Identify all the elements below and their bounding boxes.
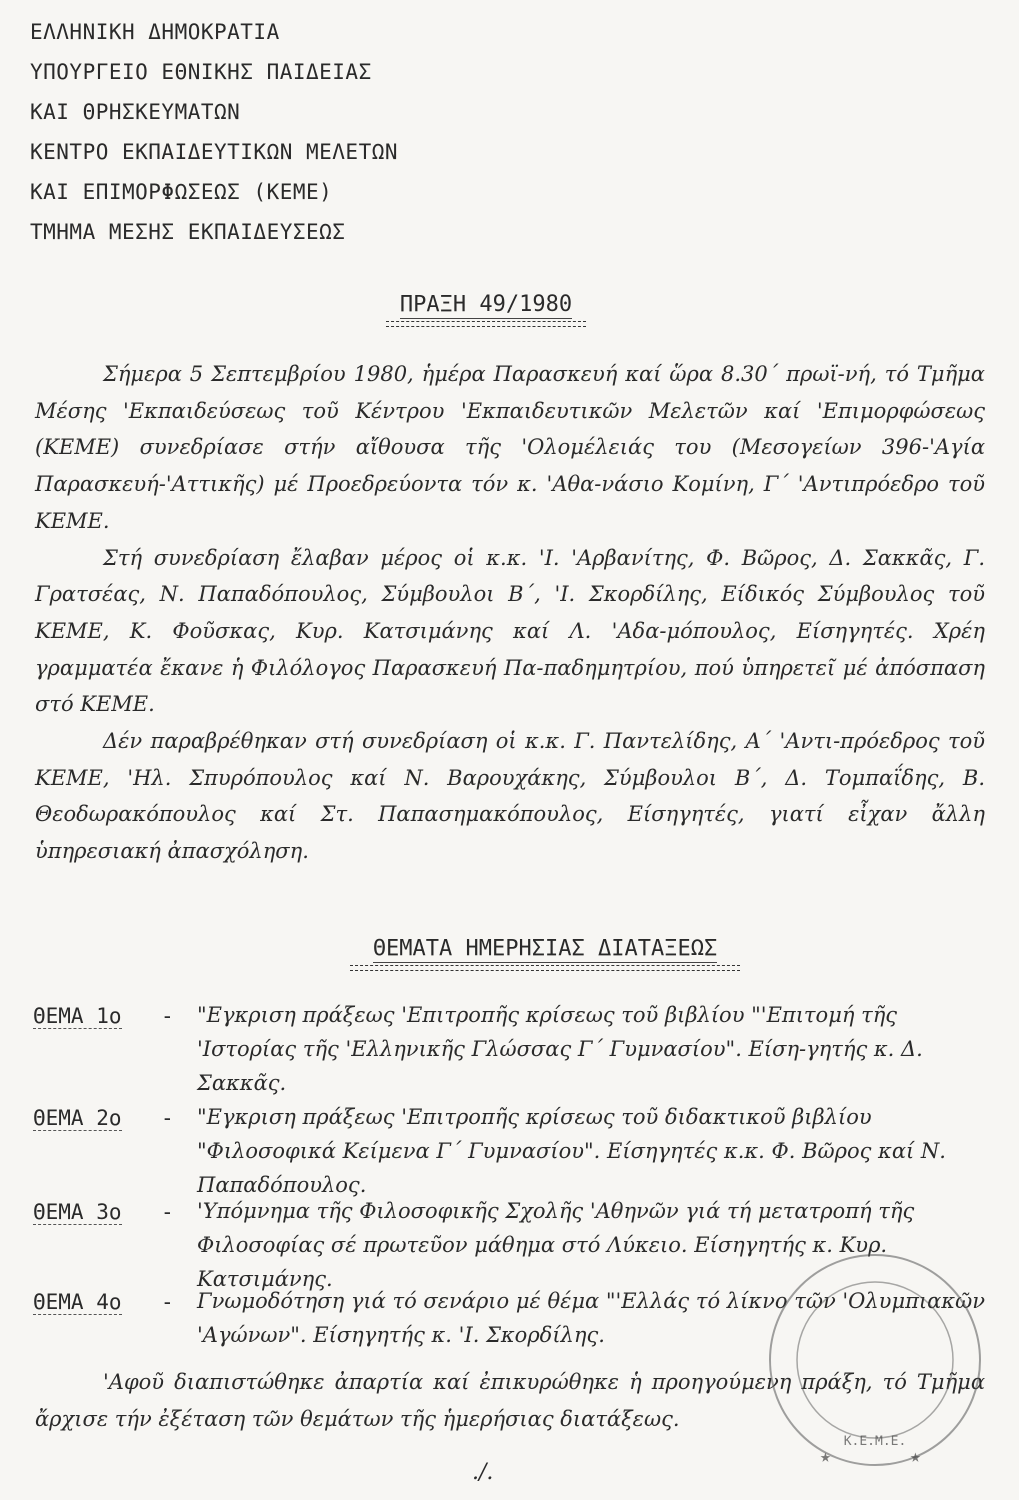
title-underline	[386, 321, 586, 327]
page-continuation-mark: ./.	[472, 1460, 494, 1485]
topic-label: ΘΕΜΑ 4ο	[33, 1290, 122, 1314]
topic-dash: -	[161, 1106, 174, 1130]
stamp-inner-ring	[797, 1282, 953, 1438]
body-intro	[35, 356, 985, 870]
paragraph-4: 'Αφοῦ διαπιστώθηκε ἀπαρτία καί ἐπικυρώθηκε ἡ προηγούμενη πράξη, τό Τμῆμα ἄρχισε τήν ἐξέταση τῶν θεμάτων τῆς ἡμερήσιας διατάξεως.	[35, 1370, 985, 1431]
header-line-5: ΚΑΙ ΕΠΙΜΟΡΦΩΣΕΩΣ (ΚΕΜΕ)	[30, 180, 333, 204]
title-text: ΠΡΑΞΗ 49/1980	[399, 292, 573, 317]
topic-label: ΘΕΜΑ 1ο	[33, 1004, 122, 1028]
topic-dash: -	[161, 1200, 174, 1224]
topic-text: "Εγκριση πράξεως 'Επιτροπῆς κρίσεως τοῦ διδακτικοῦ βιβλίου "Φιλοσοφικά Κείμενα Γ΄ Γυμνασίου". Είσηγητές κ.κ. Φ. Βῶρος καί Ν. Παπαδόπουλος.	[197, 1105, 946, 1197]
header-line-6: ΤΜΗΜΑ ΜΕΣΗΣ ΕΚΠΑΙΔΕΥΣΕΩΣ	[30, 220, 346, 244]
stamp-star-left: ★	[820, 1446, 831, 1467]
topic-label: ΘΕΜΑ 3ο	[33, 1200, 122, 1224]
agenda-title: ΘΕΜΑΤΑ ΗΜΕΡΗΣΙΑΣ ΔΙΑΤΑΞΕΩΣ	[372, 936, 718, 961]
official-stamp	[760, 1240, 990, 1480]
topic-text: Γνωμοδότηση γιά τό σενάριο μέ θέμα "'Ελλάς τό λίκνο τῶν 'Ολυμπιακῶν 'Αγώνων". Είσηγητής κ. 'Ι. Σκορδίλης.	[197, 1289, 985, 1347]
header-line-4: ΚΕΝΤΡΟ ΕΚΠΑΙΔΕΥΤΙΚΩΝ ΜΕΛΕΤΩΝ	[30, 140, 399, 164]
topic-dash: -	[161, 1004, 174, 1028]
topic-text: "Εγκριση πράξεως 'Επιτροπῆς κρίσεως τοῦ βιβλίου "'Επιτομή τῆς 'Ιστορίας τῆς 'Ελληνικῆς Γλώσσας Γ΄ Γυμνασίου". Είση-γητής κ. Δ. Σακκᾶς.	[197, 1003, 923, 1095]
topic-dash: -	[161, 1290, 174, 1314]
agenda-heading	[350, 936, 740, 971]
paragraph-1: Σήμερα 5 Σεπτεμβρίου 1980, ἡμέρα Παρασκευή καί ὥρα 8.30΄ πρωϊ-νή, τό Τμῆμα Μέσης 'Εκπαιδεύσεως τοῦ Κέντρου 'Εκπαιδευτικῶν Μελετῶν καί 'Επιμορφώσεως (ΚΕΜΕ) συνεδρίασε στήν αἴθουσα τῆς 'Ολομέλειάς του (Μεσογείων 396-'Αγία Παρασκευή-'Αττικῆς) μέ Προεδρεύοντα τόν κ. 'Αθα-νάσιο Κομίνη, Γ΄ 'Αντιπρόεδρο τοῦ ΚΕΜΕ.	[35, 362, 985, 533]
topic-text: 'Υπόμνημα τῆς Φιλοσοφικῆς Σχολῆς 'Αθηνῶν γιά τή μετατροπή τῆς Φιλοσοφίας σέ πρωτεῦον μάθημα στό Λύκειο. Είσηγητής κ. Κυρ. Κατσιμάνης.	[197, 1199, 915, 1291]
stamp-star-right: ★	[910, 1446, 921, 1467]
stamp-text: Κ.Ε.Μ.Ε.	[843, 1434, 907, 1449]
header-line-1: ΕΛΛΗΝΙΚΗ ΔΗΜΟΚΡΑΤΙΑ	[30, 20, 280, 44]
agenda-underline	[350, 965, 740, 971]
paragraph-3: Δέν παραβρέθηκαν στή συνεδρίαση οἱ κ.κ. Γ. Παντελίδης, Α΄ 'Αντι-πρόεδρος τοῦ ΚΕΜΕ, 'Ηλ. Σπυρόπουλος καί Ν. Βαρουχάκης, Σύμβουλοι Β΄, Δ. Τομπαΐδης, Β. Θεοδωρακόπουλος καί Στ. Παπασημακόπουλος, Είσηγητές, γιατί εἶχαν ἄλλη ὑπηρεσιακή ἀπασχόληση.	[35, 729, 985, 864]
header-line-3: ΚΑΙ ΘΡΗΣΚΕΥΜΑΤΩΝ	[30, 100, 241, 124]
document-title	[386, 292, 586, 327]
topic-label: ΘΕΜΑ 2ο	[33, 1106, 122, 1130]
header-line-2: ΥΠΟΥΡΓΕΙΟ ΕΘΝΙΚΗΣ ΠΑΙΔΕΙΑΣ	[30, 60, 372, 84]
paragraph-2: Στή συνεδρίαση ἔλαβαν μέρος οἱ κ.κ. 'Ι. 'Αρβανίτης, Φ. Βῶρος, Δ. Σακκᾶς, Γ. Γρατσέας, Ν. Παπαδόπουλος, Σύμβουλοι Β΄, 'Ι. Σκορδίλης, Είδικός Σύμβουλος τοῦ ΚΕΜΕ, Κ. Φοῦσκας, Κυρ. Κατσιμάνης καί Λ. 'Αδα-μόπουλος, Είσηγητές. Χρέη γραμματέα ἔκανε ἡ Φιλόλογος Παρασκευή Πα-παδημητρίου, πού ὑπηρετεῖ μέ ἀπόσπαση στό ΚΕΜΕ.	[35, 545, 985, 717]
